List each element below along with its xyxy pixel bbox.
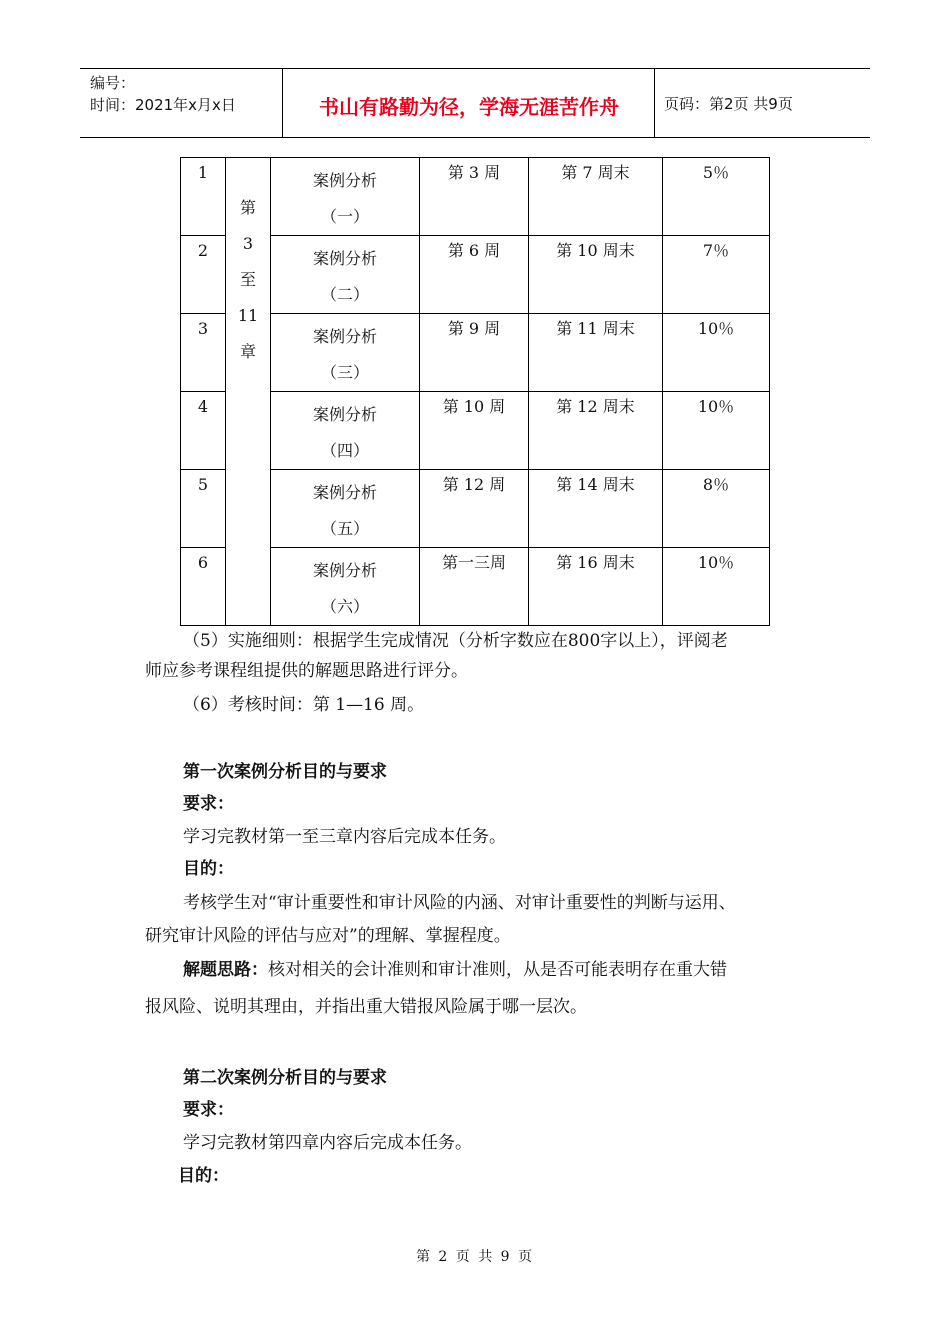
- task-cell: 案例分析 （三）: [271, 314, 420, 392]
- page-footer: 第 2 页 共 9 页: [415, 1249, 535, 1265]
- chapter-char: 11: [237, 306, 259, 325]
- row-number: 2: [181, 236, 226, 314]
- chapter-char: 章: [239, 342, 256, 361]
- weight-cell: 7％: [663, 236, 770, 314]
- chapter-range-cell: [226, 158, 271, 626]
- row-number: 1: [181, 158, 226, 236]
- section1-purpose-line2: 研究审计风险的评估与应对”的理解、掌握程度。: [145, 926, 511, 946]
- section1-requirement-text: 学习完教材第一至三章内容后完成本任务。: [183, 827, 506, 847]
- section1-title: 第一次案例分析目的与要求: [183, 762, 387, 782]
- header-motto: 书山有路勤为径，学海无涯苦作舟: [319, 95, 619, 119]
- assign-week-cell: 第 6 周: [420, 236, 529, 314]
- chapter-char: 至: [239, 270, 256, 289]
- header-page-label: 页码：第2页 共9页: [664, 95, 793, 113]
- weight-cell: 8％: [663, 470, 770, 548]
- due-week-cell: 第 7 周末: [529, 158, 663, 236]
- table-row: [181, 158, 770, 236]
- row-number: 4: [181, 392, 226, 470]
- weight-cell: 10％: [663, 548, 770, 626]
- assign-week-cell: 第 12 周: [420, 470, 529, 548]
- task-cell: 案例分析 （二）: [271, 236, 420, 314]
- assign-week-cell: 第一三周: [420, 548, 529, 626]
- section1-approach-line2: 报风险、说明其理由，并指出重大错报风险属于哪一层次。: [145, 997, 587, 1017]
- due-week-cell: 第 12 周末: [529, 392, 663, 470]
- task-cell: 案例分析 （一）: [271, 158, 420, 236]
- weight-cell: 10％: [663, 392, 770, 470]
- due-week-cell: 第 11 周末: [529, 314, 663, 392]
- row-number: 5: [181, 470, 226, 548]
- doc-number-label: 编号：: [90, 74, 136, 92]
- due-week-cell: 第 14 周末: [529, 470, 663, 548]
- row-number: 6: [181, 548, 226, 626]
- section2-requirement-label: 要求：: [183, 1100, 234, 1120]
- assign-week-cell: 第 3 周: [420, 158, 529, 236]
- doc-time-label: 时间：2021年x月x日: [90, 96, 236, 114]
- section1-approach-label: 解题思路：: [183, 960, 268, 980]
- section1-approach-text: 核对相关的会计准则和审计准则，从是否可能表明存在重大错: [268, 960, 727, 980]
- weight-cell: 5％: [663, 158, 770, 236]
- section1-requirement-label: 要求：: [183, 794, 234, 814]
- assign-week-cell: 第 10 周: [420, 392, 529, 470]
- paragraph-item5-line2: 师应参考课程组提供的解题思路进行评分。: [145, 661, 468, 681]
- chapter-char: 3: [242, 234, 254, 253]
- section1-approach-line1: [183, 958, 727, 982]
- due-week-cell: 第 16 周末: [529, 548, 663, 626]
- section2-title: 第二次案例分析目的与要求: [183, 1068, 387, 1088]
- section2-requirement-text: 学习完教材第四章内容后完成本任务。: [183, 1133, 472, 1153]
- paragraph-item5-line1: （5）实施细则：根据学生完成情况（分析字数应在800字以上），评阅老: [183, 631, 728, 651]
- section2-purpose-label: 目的：: [178, 1166, 229, 1186]
- section1-purpose-line1: 考核学生对“审计重要性和审计风险的内涵、对审计重要性的判断与运用、: [183, 893, 736, 913]
- task-cell: 案例分析 （六）: [271, 548, 420, 626]
- chapter-char: 第: [239, 198, 256, 217]
- assign-week-cell: 第 9 周: [420, 314, 529, 392]
- schedule-table: [180, 157, 770, 626]
- row-number: 3: [181, 314, 226, 392]
- weight-cell: 10％: [663, 314, 770, 392]
- page-header: [80, 68, 870, 138]
- due-week-cell: 第 10 周末: [529, 236, 663, 314]
- task-cell: 案例分析 （四）: [271, 392, 420, 470]
- section1-purpose-label: 目的：: [183, 859, 234, 879]
- paragraph-item6: （6）考核时间：第 1—16 周。: [183, 695, 425, 715]
- header-meta: [90, 72, 236, 116]
- task-cell: 案例分析 （五）: [271, 470, 420, 548]
